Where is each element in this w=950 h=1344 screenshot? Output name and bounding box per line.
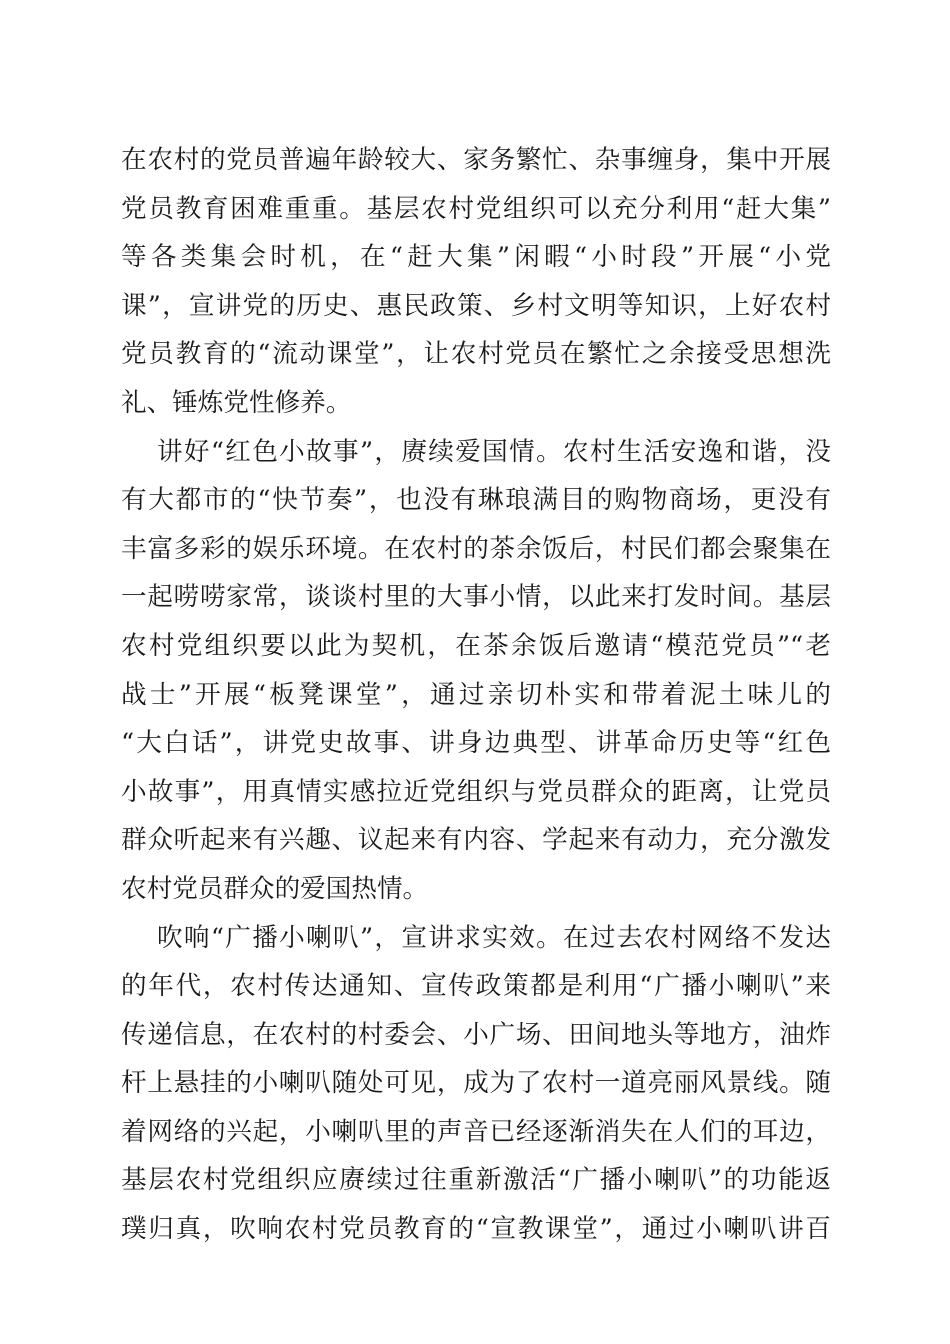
paragraph-heading-line: 讲好“红色小故事”，赓续爱国情。农村生活安逸和谐，没 (157, 436, 831, 467)
text-line: 基层农村党组织应赓续过往重新激活“广播小喇叭”的功能返 (121, 1165, 831, 1196)
paragraph-heading-line: 吹响“广播小喇叭”，宣讲求实效。在过去农村网络不发达 (157, 922, 831, 953)
body-text (121, 136, 831, 1254)
text-line: 有大都市的“快节奏”，也没有琳琅满目的购物商场，更没有 (121, 485, 831, 516)
text-line: 在农村的党员普遍年龄较大、家务繁忙、杂事缠身，集中开展 (121, 145, 831, 175)
text-line: 丰富多彩的娱乐环境。在农村的茶余饭后，村民们都会聚集在 (121, 533, 831, 564)
text-line: 着网络的兴起，小喇叭里的声音已经逐渐消失在人们的耳边， (121, 1116, 831, 1147)
text-line: 传递信息，在农村的村委会、小广场、田间地头等地方，油炸 (121, 1019, 831, 1050)
text-line: 的年代，农村传达通知、宣传政策都是利用“广播小喇叭”来 (121, 971, 831, 1002)
text-line: 农村党组织要以此为契机，在茶余饭后邀请“模范党员”“老 (121, 630, 831, 661)
text-line: 战士”开展“板凳课堂”，通过亲切朴实和带着泥土味儿的 (121, 679, 831, 710)
text-line: 璞归真，吹响农村党员教育的“宣教课堂”，通过小喇叭讲百 (121, 1214, 831, 1245)
text-line: 一起唠唠家常，谈谈村里的大事小情，以此来打发时间。基层 (121, 582, 831, 613)
text-line: “大白话”，讲党史故事、讲身边典型、讲革命历史等“红色 (121, 728, 831, 759)
text-line: 党员教育困难重重。基层农村党组织可以充分利用“赶大集” (121, 193, 831, 224)
text-line: 党员教育的“流动课堂”，让农村党员在繁忙之余接受思想洗 (121, 339, 831, 370)
text-line: 杆上悬挂的小喇叭随处可见，成为了农村一道亮丽风景线。随 (121, 1068, 831, 1099)
text-line: 小故事”，用真情实感拉近党组织与党员群众的距离，让党员 (121, 776, 831, 807)
text-line: 农村党员群众的爱国热情。 (121, 873, 429, 904)
text-line: 等各类集会时机，在“赶大集”闲暇“小时段”开展“小党 (121, 242, 831, 273)
text-line: 礼、锤炼党性修养。 (121, 387, 352, 418)
text-line: 群众听起来有兴趣、议起来有内容、学起来有动力，充分激发 (121, 825, 831, 856)
text-line: 课”，宣讲党的历史、惠民政策、乡村文明等知识，上好农村 (121, 290, 831, 321)
